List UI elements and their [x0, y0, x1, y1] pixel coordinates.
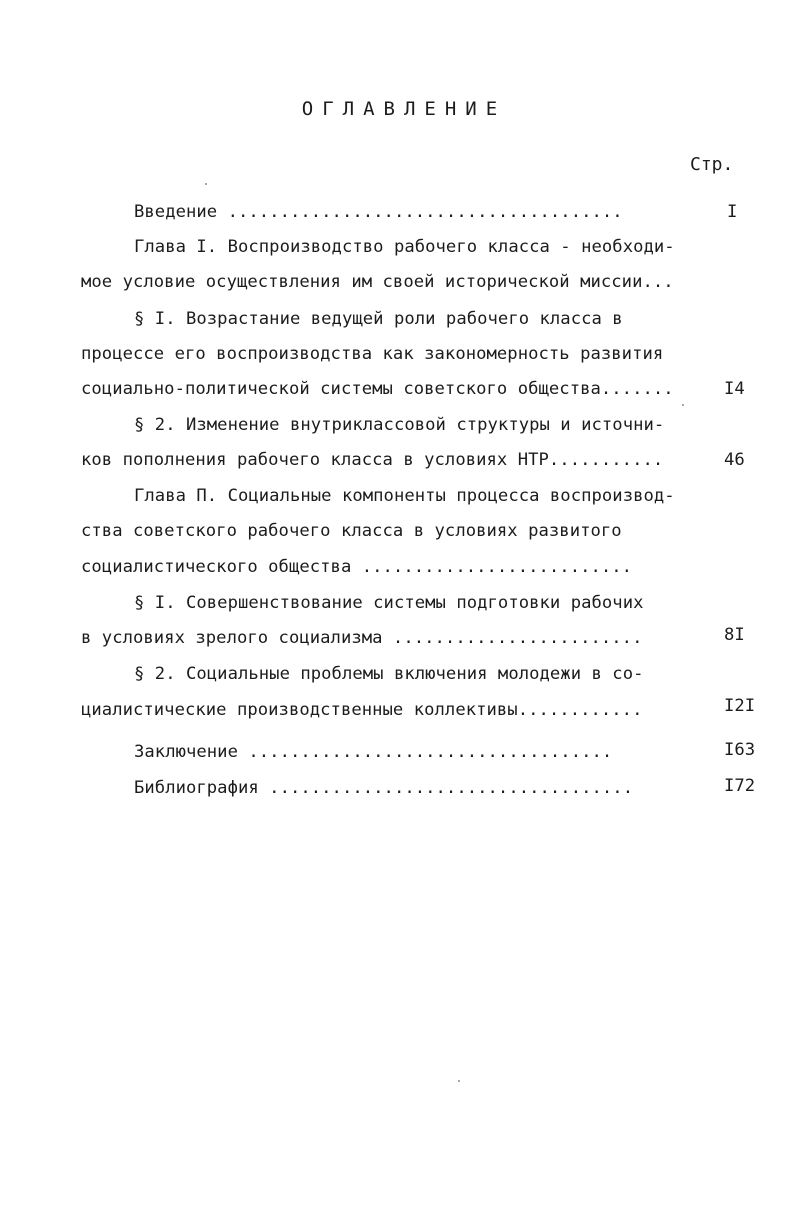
paper-speck [682, 404, 684, 406]
toc-entry-bibliography[interactable]: Библиография ................................... [134, 778, 634, 798]
toc-page-section-1-1: I4 [724, 379, 745, 399]
toc-page-bibliography: I72 [724, 776, 756, 796]
toc-entry-section-2-2-cont[interactable]: циалистические производственные коллективы............ [81, 700, 643, 720]
toc-entry-chapter-2[interactable]: Глава П. Социальные компоненты процесса воспроизвод- [134, 486, 675, 506]
toc-page-section-2-2: I2I [724, 696, 756, 716]
toc-entry-section-1-1-cont[interactable]: процессе его воспроизводства как закономерность развития [81, 344, 664, 364]
page-title: ОГЛАВЛЕНИЕ [301, 98, 507, 120]
page-number-header: Стр. [690, 154, 734, 175]
toc-entry-chapter-1[interactable]: Глава I. Воспроизводство рабочего класса - необходи- [134, 237, 675, 257]
toc-entry-section-2-1-cont[interactable]: в условиях зрелого социализма ........................ [81, 628, 643, 648]
toc-entry-chapter-2-cont2[interactable]: социалистического общества .......................... [81, 557, 633, 577]
toc-entry-section-1-1-cont2[interactable]: социально-политической системы советского общества....... [81, 379, 674, 399]
toc-page-introduction: I [727, 202, 738, 222]
toc-entry-conclusion[interactable]: Заключение ................................... [134, 742, 613, 762]
toc-page-conclusion: I63 [724, 740, 756, 760]
toc-entry-chapter-1-cont[interactable]: мое условие осуществления им своей исторической миссии... [81, 272, 674, 292]
toc-entry-section-2-1[interactable]: § I. Совершенствование системы подготовки рабочих [134, 593, 644, 613]
toc-entry-introduction[interactable]: Введение ...................................... [134, 202, 623, 222]
paper-speck [205, 183, 207, 185]
toc-page-section-1-2: 46 [724, 450, 745, 470]
toc-entry-section-1-2[interactable]: § 2. Изменение внутриклассовой структуры и источни- [134, 415, 665, 435]
paper-speck [458, 1080, 460, 1082]
toc-entry-section-2-2[interactable]: § 2. Социальные проблемы включения молодежи в со- [134, 664, 644, 684]
toc-entry-chapter-2-cont[interactable]: ства советского рабочего класса в условиях развитого [81, 521, 622, 541]
toc-entry-section-1-2-cont[interactable]: ков пополнения рабочего класса в условиях НТР........... [81, 450, 664, 470]
toc-page-section-2-1: 8I [724, 625, 745, 645]
toc-entry-section-1-1[interactable]: § I. Возрастание ведущей роли рабочего класса в [134, 309, 623, 329]
